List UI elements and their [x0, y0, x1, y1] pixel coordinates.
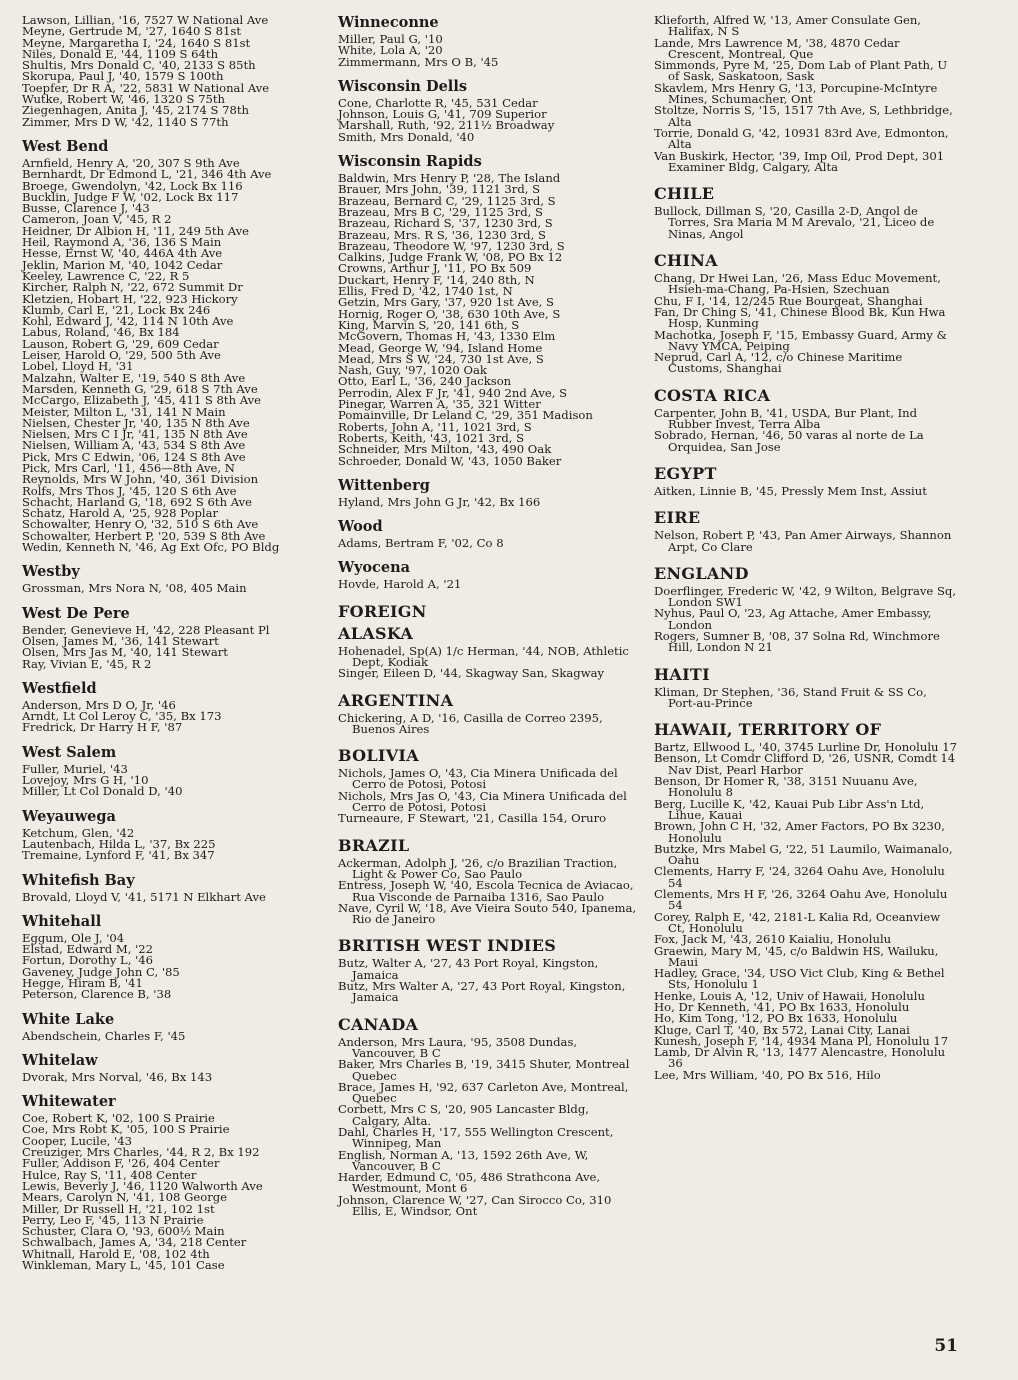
directory-entry: Pick, Mrs C Edwin, '06, 124 S 8th Ave	[22, 449, 246, 464]
directory-entry: Meyne, Margaretha I, '24, 1640 S 81st	[22, 35, 251, 50]
city-heading: ALASKA	[338, 623, 414, 643]
city-heading: Whitehall	[22, 912, 102, 930]
directory-entry: Schowalter, Herbert P, '20, 539 S 8th Ave	[22, 528, 266, 543]
directory-entry: Kunesh, Joseph F, '14, 4934 Mana Pl, Honolulu 17	[654, 1033, 949, 1048]
directory-entry: Sobrado, Hernan, '46, 50 varas al norte de La Orquidea, San Jose	[654, 428, 924, 454]
directory-entry: Hesse, Ernst W, '40, 446A 4th Ave	[22, 246, 223, 261]
directory-entry: Turneaure, F Stewart, '21, Casilla 154, Oruro	[338, 811, 607, 826]
directory-entry: Rogers, Sumner B, '08, 37 Solna Rd, Winchmore Hill, London N 21	[654, 628, 940, 655]
directory-entry: Meyne, Gertrude M, '27, 1640 S 81st	[22, 24, 242, 39]
directory-entry: Schroeder, Donald W, '43, 1050 Baker	[338, 453, 562, 468]
directory-entry: Heidner, Dr Albion H, '11, 249 5th Ave	[22, 223, 250, 238]
city-heading: Whitelaw	[22, 1051, 98, 1069]
directory-entry: Graewin, Mary M, '45, c/o Baldwin HS, Wailuku, Maui	[654, 943, 939, 969]
directory-entry: Chickering, A D, '16, Casilla de Correo 2395, Buenos Aires	[338, 710, 603, 736]
directory-entry: Mears, Carolyn N, '41, 108 George	[22, 1190, 228, 1205]
directory-section	[22, 809, 322, 862]
directory-entry: Hyland, Mrs John G Jr, '42, Bx 166	[338, 494, 541, 509]
directory-entry: McCargo, Elizabeth J, '45, 411 S 8th Ave	[22, 393, 262, 408]
directory-entry: Machotka, Joseph F, '15, Embassy Guard, Army & Navy YMCA, Peiping	[654, 327, 947, 353]
directory-section	[22, 606, 322, 670]
directory-entry: Baker, Mrs Charles B, '19, 3415 Shuter, Montreal Quebec	[338, 1057, 630, 1083]
city-heading: White Lake	[22, 1010, 115, 1028]
directory-entry: Lewis, Beverly J, '46, 1120 Walworth Ave	[22, 1178, 263, 1193]
directory-entry: Keeley, Lawrence C, '22, R 5	[22, 268, 190, 283]
directory-entry: Fox, Jack M, '43, 2610 Kaialiu, Honolulu	[654, 932, 892, 947]
section-title: CHILE	[654, 184, 715, 204]
directory-entry: Schneider, Mrs Milton, '43, 490 Oak	[338, 442, 552, 457]
directory-entry: Ellis, Fred D, '42, 1740 1st, N	[338, 284, 513, 299]
directory-section	[22, 564, 322, 594]
directory-entry: Brazeau, Richard S, '37, 1230 3rd, S	[338, 216, 553, 231]
directory-entry: Clements, Harry F, '24, 3264 Oahu Ave, Honolulu 54	[654, 864, 945, 890]
directory-entry: McGovern, Thomas H, '43, 1330 Elm	[338, 329, 556, 344]
directory-section	[654, 465, 958, 497]
directory-entry: Clements, Mrs H F, '26, 3264 Oahu Ave, Honolulu 54	[654, 887, 948, 913]
section-title: BRITISH WEST INDIES	[338, 936, 557, 956]
section-title: CHINA	[654, 251, 718, 271]
directory-entry: Wutke, Robert W, '46, 1320 S 75th	[22, 92, 225, 107]
directory-entry: Coe, Mrs Robt K, '05, 100 S Prairie	[22, 1122, 230, 1137]
directory-entry: Smith, Mrs Donald, '40	[338, 129, 475, 144]
directory-entry: Klieforth, Alfred W, '13, Amer Consulate Gen, Halifax, N S	[654, 13, 921, 39]
directory-entry: Singer, Eileen D, '44, Skagway San, Skagway	[338, 666, 605, 681]
directory-entry: White, Lola A, '20	[338, 43, 443, 58]
directory-entry: Winkleman, Mary L, '45, 101 Case	[22, 1258, 225, 1273]
section-title: CANADA	[338, 1014, 419, 1034]
directory-entry: Calkins, Judge Frank W, '08, PO Bx 12	[338, 250, 563, 265]
directory-section	[22, 1053, 322, 1083]
directory-entry: Lobel, Lloyd H, '31	[22, 359, 134, 374]
directory-section	[654, 15, 958, 173]
directory-entry: Meister, Milton L, '31, 141 N Main	[22, 404, 226, 419]
directory-entry: Duckart, Henry F, '14, 240 8th, N	[338, 272, 535, 287]
directory-entry: Eggum, Ole J, '04	[22, 930, 125, 945]
directory-entry: Fuller, Muriel, '43	[22, 761, 128, 776]
directory-entry: Brazeau, Mrs. R S, '36, 1230 3rd, S	[338, 227, 546, 242]
directory-entry: Skorupa, Paul J, '40, 1579 S 100th	[22, 69, 224, 84]
directory-entry: Malzahn, Walter E, '19, 540 S 8th Ave	[22, 370, 246, 385]
directory-entry: Pomainville, Dr Leland C, '29, 351 Madison	[338, 408, 593, 423]
city-heading: Winneconne	[338, 14, 439, 31]
directory-section	[654, 387, 958, 453]
city-heading: West De Pere	[22, 604, 130, 622]
city-heading: Whitewater	[22, 1093, 116, 1111]
directory-entry: Nielsen, Mrs C I Jr, '41, 135 N 8th Ave	[22, 427, 248, 442]
directory-entry: Hovde, Harold A, '21	[338, 577, 462, 592]
directory-entry: Brazeau, Bernard C, '29, 1125 3rd, S	[338, 193, 556, 208]
directory-entry: Bernhardt, Dr Edmond L, '21, 346 4th Ave	[22, 167, 272, 182]
directory-entry: Anderson, Mrs Laura, '95, 3508 Dundas, Vancouver, B C	[338, 1034, 578, 1060]
directory-entry: Nichols, Mrs Jas O, '43, Cia Minera Unificada del Cerro de Potosi, Potosi	[338, 788, 627, 815]
directory-entry: Klumb, Carl E, '21, Lock Bx 246	[22, 302, 211, 317]
section-title: HAITI	[654, 664, 710, 684]
directory-entry: Marsden, Kenneth G, '29, 618 S 7th Ave	[22, 381, 258, 396]
section-title: ENGLAND	[654, 563, 749, 583]
column-2	[338, 15, 638, 1217]
directory-entry: Ray, Vivian E, '45, R 2	[22, 656, 152, 671]
directory-section	[22, 139, 322, 553]
directory-entry: Hulce, Ray S, '11, 408 Center	[22, 1167, 197, 1182]
directory-entry: Brown, John C H, '32, Amer Factors, PO Bx 3230, Honolulu	[654, 819, 945, 845]
directory-entry: Aitken, Linnie B, '45, Pressly Mem Inst, Assiut	[654, 483, 927, 498]
directory-entry: English, Norman A, '13, 1592 26th Ave, W, Vancouver, B C	[338, 1147, 589, 1173]
directory-entry: Labus, Roland, '46, Bx 184	[22, 325, 180, 340]
directory-entry: Getzin, Mrs Gary, '37, 920 1st Ave, S	[338, 295, 555, 310]
directory-entry: Marshall, Ruth, '92, 211½ Broadway	[338, 118, 555, 133]
directory-entry: Fan, Dr Ching S, '41, Chinese Blood Bk, Kun Hwa Hosp, Kunming	[654, 304, 946, 331]
directory-entry: Nielsen, William A, '43, 534 S 8th Ave	[22, 438, 246, 453]
directory-entry: Rolfs, Mrs Thos J, '45, 120 S 6th Ave	[22, 483, 237, 498]
directory-section	[654, 185, 958, 240]
directory-entry: Toepfer, Dr R A, '22, 5831 W National Ave	[22, 80, 270, 95]
directory-entry: Carpenter, John B, '41, USDA, Bur Plant, Ind Rubber Invest, Terra Alba	[654, 405, 918, 432]
directory-entry: Schatz, Harold A, '25, 928 Poplar	[22, 506, 219, 521]
directory-entry: Berg, Lucille K, '42, Kauai Pub Libr Ass'n Ltd, Lihue, Kauai	[654, 796, 925, 822]
directory-entry: Busse, Clarence J, '43	[22, 201, 150, 216]
city-heading: West Salem	[22, 743, 117, 761]
directory-entry: Ho, Dr Kenneth, '41, PO Bx 1633, Honolulu	[654, 1000, 910, 1014]
directory-entry: Fuller, Addison F, '26, 404 Center	[22, 1156, 220, 1171]
directory-entry: Olsen, James M, '36, 141 Stewart	[22, 633, 219, 648]
city-heading: Wisconsin Rapids	[338, 153, 482, 171]
directory-entry: Nyhus, Paul O, '23, Ag Attache, Amer Embassy, London	[654, 606, 932, 632]
directory-section	[338, 478, 638, 508]
column-3	[654, 15, 958, 1081]
directory-entry: Kluge, Carl T, '40, Bx 572, Lanai City, Lanai	[654, 1022, 910, 1037]
directory-entry: Schowalter, Henry O, '32, 510 S 6th Ave	[22, 517, 259, 532]
directory-section	[22, 745, 322, 798]
directory-entry: Pick, Mrs Carl, '11, 456—8th Ave, N	[22, 460, 235, 475]
directory-entry: Schuster, Clara O, '93, 600½ Main	[22, 1224, 225, 1239]
city-heading: Weyauwega	[22, 807, 116, 825]
directory-entry: Abendschein, Charles F, '45	[22, 1028, 186, 1043]
page-number: 51	[934, 1336, 958, 1356]
directory-entry: Brace, James H, '92, 637 Carleton Ave, Montreal, Quebec	[338, 1079, 629, 1106]
directory-entry: Coe, Robert K, '02, 100 S Prairie	[22, 1111, 215, 1126]
directory-entry: Roberts, John A, '11, 1021 3rd, S	[338, 419, 532, 434]
directory-entry: Nash, Guy, '97, 1020 Oak	[338, 363, 487, 378]
directory-entry: Peterson, Clarence B, '38	[22, 987, 172, 1002]
directory-entry: Kohl, Edward J, '42, 114 N 10th Ave	[22, 314, 234, 329]
directory-section	[654, 252, 958, 375]
directory-entry: Corey, Ralph E, '42, 2181-L Kalia Rd, Oceanview Ct, Honolulu	[654, 909, 941, 935]
directory-section	[338, 15, 638, 68]
directory-section	[338, 154, 638, 467]
directory-entry: Kletzien, Hobart H, '22, 923 Hickory	[22, 291, 238, 306]
section-title: EGYPT	[654, 463, 717, 483]
directory-entry: Brauer, Mrs John, '39, 1121 3rd, S	[338, 182, 541, 197]
directory-entry: Mead, George W, '94, Island Home	[338, 340, 543, 355]
city-heading: Wood	[338, 518, 383, 536]
directory-entry: Shultis, Mrs Donald C, '40, 2133 S 85th	[22, 58, 256, 73]
directory-entry: Henke, Louis A, '12, Univ of Hawaii, Honolulu	[654, 988, 925, 1003]
directory-section	[654, 509, 958, 553]
directory-entry: Nielsen, Chester Jr, '40, 135 N 8th Ave	[22, 415, 250, 430]
section-title: EIRE	[654, 508, 701, 528]
section-title: BRAZIL	[338, 835, 410, 855]
directory-entry: Butz, Mrs Walter A, '27, 43 Port Royal, Kingston, Jamaica	[338, 979, 626, 1005]
city-heading: West Bend	[22, 137, 109, 155]
directory-entry: Fortun, Dorothy L, '46	[22, 953, 154, 968]
directory-entry: Doerflinger, Frederic W, '42, 9 Wilton, Belgrave Sq, London SW1	[654, 583, 957, 610]
directory-entry: Torrie, Donald G, '42, 10931 83rd Ave, Edmonton, Alta	[654, 125, 949, 152]
directory-entry: Anderson, Mrs D O, Jr, '46	[22, 697, 176, 712]
directory-entry: Nichols, James O, '43, Cia Minera Unificada del Cerro de Potosi, Potosi	[338, 766, 618, 792]
directory-section	[338, 937, 638, 1003]
column-1	[22, 15, 322, 1271]
directory-section	[22, 914, 322, 1001]
city-heading: Whitefish Bay	[22, 871, 135, 889]
directory-entry: Butzke, Mrs Mabel G, '22, 51 Laumilo, Waimanalo, Oahu	[654, 841, 953, 868]
directory-entry: Miller, Dr Russell H, '21, 102 1st	[22, 1201, 215, 1216]
directory-entry: Lee, Mrs William, '40, PO Bx 516, Hilo	[654, 1067, 881, 1082]
directory-entry: Johnson, Clarence W, '27, Can Sirocco Co, 310 Ellis, E, Windsor, Ont	[338, 1192, 612, 1219]
city-heading: Westby	[22, 563, 80, 581]
directory-entry: Perry, Leo F, '45, 113 N Prairie	[22, 1212, 204, 1227]
directory-section	[22, 873, 322, 903]
directory-entry: Perrodin, Alex F Jr, '41, 940 2nd Ave, S	[338, 385, 568, 400]
directory-entry: Zimmer, Mrs D W, '42, 1140 S 77th	[22, 114, 229, 129]
directory-section	[654, 666, 958, 710]
city-heading: Westfield	[22, 679, 97, 697]
directory-entry: Gaveney, Judge John C, '85	[22, 964, 180, 979]
directory-entry: Dvorak, Mrs Norval, '46, Bx 143	[22, 1069, 213, 1084]
directory-entry: Zimmermann, Mrs O B, '45	[338, 54, 499, 69]
directory-section	[22, 1094, 322, 1271]
directory-section	[22, 1012, 322, 1042]
directory-entry: Crowns, Arthur J, '11, PO Bx 509	[338, 261, 532, 276]
directory-entry: Arnfield, Henry A, '20, 307 S 9th Ave	[22, 155, 240, 170]
directory-entry: Whitnall, Harold E, '08, 102 4th	[22, 1246, 210, 1261]
directory-entry: Tremaine, Lynford F, '41, Bx 347	[22, 848, 215, 863]
city-heading: Wittenberg	[338, 476, 430, 494]
directory-section	[338, 837, 638, 926]
directory-entry: King, Marvin S, '20, 141 6th, S	[338, 317, 520, 332]
directory-entry: Fredrick, Dr Harry H F, '87	[22, 720, 183, 735]
directory-entry: Bucklin, Judge F W, '02, Lock Bx 117	[22, 189, 239, 204]
directory-entry: Benson, Dr Homer R, '38, 3151 Nuuanu Ave, Honolulu 8	[654, 774, 918, 800]
directory-entry: Creuziger, Mrs Charles, '44, R 2, Bx 192	[22, 1145, 260, 1160]
directory-entry: Grossman, Mrs Nora N, '08, 405 Main	[22, 581, 247, 596]
city-heading: Wisconsin Dells	[338, 77, 467, 95]
directory-entry: Niles, Donald E, '44, 1109 S 64th	[22, 46, 219, 61]
directory-entry: Kircher, Ralph N, '22, 672 Summit Dr	[22, 280, 243, 295]
section-title: BOLIVIA	[338, 746, 419, 766]
directory-entry: Bender, Genevieve H, '42, 228 Pleasant Pl	[22, 622, 270, 637]
directory-entry: Adams, Bertram F, '02, Co 8	[338, 536, 504, 551]
directory-entry: Chang, Dr Hwei Lan, '26, Mass Educ Movement, Hsieh-ma-Chang, Pa-Hsien, Szechuan	[654, 271, 941, 297]
directory-entry: Harder, Edmund C, '05, 486 Strathcona Ave, Westmount, Mont 6	[338, 1170, 601, 1196]
directory-entry: Kliman, Dr Stephen, '36, Stand Fruit & SS Co, Port-au-Prince	[654, 684, 927, 710]
directory-entry: Hohenadel, Sp(A) 1/c Herman, '44, NOB, Athletic Dept, Kodiak	[338, 643, 629, 669]
directory-entry: Hegge, Hiram B, '41	[22, 976, 143, 990]
directory-entry: Hornig, Roger O, '38, 630 10th Ave, S	[338, 306, 561, 321]
directory-entry: Olsen, Mrs Jas M, '40, 141 Stewart	[22, 645, 228, 660]
directory-section	[654, 721, 958, 1081]
directory-entry: Cone, Charlotte R, '45, 531 Cedar	[338, 95, 538, 110]
directory-entry: Bullock, Dillman S, '20, Casilla 2-D, Angol de Torres, Sra Maria M M Arevalo, '21, Liceo de Ninas, Angol	[654, 204, 935, 241]
directory-entry: Brazeau, Theodore W, '97, 1230 3rd, S	[338, 238, 565, 253]
directory-entry: Stoltze, Norris S, '15, 1517 7th Ave, S, Lethbridge, Alta	[654, 103, 953, 129]
directory-entry: Cameron, Joan V, '45, R 2	[22, 212, 172, 227]
directory-entry: Ho, Kim Tong, '12, PO Bx 1633, Honolulu	[654, 1011, 898, 1026]
directory-entry: Skavlem, Mrs Henry G, '13, Porcupine-McIntyre Mines, Schumacher, Ont	[654, 80, 938, 107]
directory-section	[338, 603, 638, 680]
directory-entry: Jeklin, Marion M, '40, 1042 Cedar	[22, 257, 223, 272]
directory-section	[338, 79, 638, 143]
directory-entry: Neprud, Carl A, '12, c/o Chinese Maritime Customs, Shanghai	[654, 350, 903, 376]
directory-entry: Lande, Mrs Lawrence M, '38, 4870 Cedar Crescent, Montreal, Que	[654, 35, 900, 61]
directory-entry: Ackerman, Adolph J, '26, c/o Brazilian Traction, Light & Power Co, Sao Paulo	[338, 855, 618, 881]
directory-section	[338, 692, 638, 736]
directory-entry: Chu, F I, '14, 12/245 Rue Bourgeat, Shanghai	[654, 293, 923, 308]
directory-entry: Lautenbach, Hilda L, '37, Bx 225	[22, 836, 216, 851]
directory-entry: Brazeau, Mrs B C, '29, 1125 3rd, S	[338, 204, 543, 219]
directory-entry: Broege, Gwendolyn, '42, Lock Bx 116	[22, 178, 243, 193]
directory-entry: Arndt, Lt Col Leroy C, '35, Bx 173	[22, 709, 222, 724]
directory-entry: Lauson, Robert G, '29, 609 Cedar	[22, 336, 219, 351]
directory-entry: Benson, Lt Comdr Clifford D, '26, USNR, Comdt 14 Nav Dist, Pearl Harbor	[654, 751, 956, 777]
directory-entry: Mead, Mrs S W, '24, 730 1st Ave, S	[338, 351, 544, 366]
directory-section	[338, 1016, 638, 1218]
directory-entry: Corbett, Mrs C S, '20, 905 Lancaster Bldg, Calgary, Alta.	[338, 1102, 589, 1128]
section-title: HAWAII, TERRITORY OF	[654, 720, 882, 740]
directory-entry: Brovald, Lloyd V, '41, 5171 N Elkhart Ave	[22, 889, 266, 904]
directory-entry: Wedin, Kenneth N, '46, Ag Ext Ofc, PO Bldg	[22, 540, 280, 555]
directory-entry: Johnson, Louis G, '41, 709 Superior	[338, 107, 547, 122]
directory-entry: Lovejoy, Mrs G H, '10	[22, 773, 149, 788]
directory-entry: Hadley, Grace, '34, USO Vict Club, King & Bethel Sts, Honolulu 1	[654, 966, 945, 992]
directory-section	[22, 681, 322, 734]
directory-entry: Miller, Paul G, '10	[338, 32, 443, 46]
directory-entry: Nave, Cyril W, '18, Ave Vieira Souto 540, Ipanema, Rio de Janeiro	[338, 900, 637, 927]
directory-entry: Reynolds, Mrs W John, '40, 361 Division	[22, 472, 259, 487]
section-title: ARGENTINA	[338, 690, 454, 710]
section-title: COSTA RICA	[654, 385, 771, 405]
directory-section	[22, 15, 322, 128]
directory-entry: Simmonds, Pyre M, '25, Dom Lab of Plant Path, U of Sask, Saskatoon, Sask	[654, 58, 948, 84]
directory-entry: Miller, Lt Col Donald D, '40	[22, 784, 183, 799]
directory-entry: Ketchum, Glen, '42	[22, 825, 135, 840]
city-heading: Wyocena	[338, 559, 411, 577]
directory-section	[338, 560, 638, 590]
directory-entry: Pinegar, Warren A, '35, 321 Witter	[338, 397, 541, 412]
directory-entry: Van Buskirk, Hector, '39, Imp Oil, Prod Dept, 301 Examiner Bldg, Calgary, Alta	[654, 148, 945, 174]
directory-entry: Cooper, Lucile, '43	[22, 1133, 132, 1148]
directory-entry: Lamb, Dr Alvin R, '13, 1477 Alencastre, Honolulu 36	[654, 1045, 946, 1071]
directory-entry: Baldwin, Mrs Henry P, '28, The Island	[338, 171, 561, 186]
directory-section	[338, 747, 638, 824]
directory-entry: Lawson, Lillian, '16, 7527 W National Ave	[22, 13, 269, 27]
directory-section	[338, 519, 638, 549]
directory-entry: Ziegenhagen, Anita J, '45, 2174 S 78th	[22, 103, 250, 118]
directory-entry: Schwalbach, James A, '34, 218 Center	[22, 1235, 247, 1250]
section-title: FOREIGN	[338, 601, 427, 621]
directory-entry: Heil, Raymond A, '36, 136 S Main	[22, 235, 222, 250]
directory-entry: Butz, Walter A, '27, 43 Port Royal, Kingston, Jamaica	[338, 956, 599, 982]
directory-entry: Leiser, Harold O, '29, 500 5th Ave	[22, 348, 221, 363]
directory-entry: Dahl, Charles H, '17, 555 Wellington Crescent, Winnipeg, Man	[338, 1125, 614, 1151]
directory-entry: Roberts, Keith, '43, 1021 3rd, S	[338, 430, 525, 445]
directory-entry: Entress, Joseph W, '40, Escola Tecnica de Aviacao, Rua Visconde de Parnaiba 1316, Sao Paulo	[338, 878, 634, 904]
directory-entry: Bartz, Ellwood L, '40, 3745 Lurline Dr, Honolulu 17	[654, 740, 957, 755]
directory-entry: Schacht, Harland G, '18, 692 S 6th Ave	[22, 494, 253, 509]
directory-entry: Nelson, Robert P, '43, Pan Amer Airways, Shannon Arpt, Co Clare	[654, 528, 952, 554]
directory-section	[654, 565, 958, 654]
directory-entry: Elstad, Edward M, '22	[22, 942, 154, 957]
directory-entry: Otto, Earl L, '36, 240 Jackson	[338, 374, 512, 389]
